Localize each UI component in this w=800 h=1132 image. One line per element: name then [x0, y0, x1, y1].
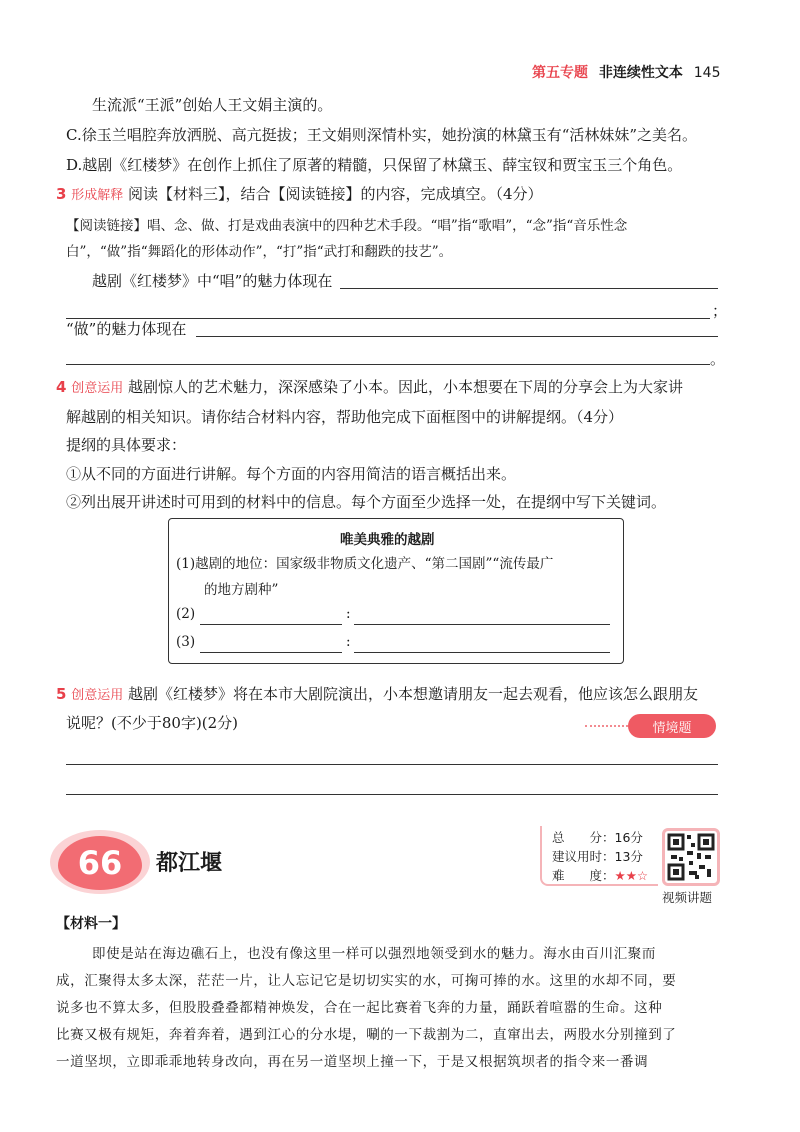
reading-link-line2: 白”，“做”指“舞蹈化的形体动作”，“打”指“武打和翻跌的技艺”。 [66, 244, 453, 260]
outline-answer-line[interactable] [200, 652, 342, 653]
section-label: 第五专题 [532, 65, 588, 81]
question-4 [56, 376, 683, 397]
question-number: 3 [56, 185, 67, 203]
fill-prompt-sing: 越剧《红楼梦》中“唱”的魅力体现在 [92, 272, 333, 290]
scenario-badge: 情境题 [628, 714, 716, 738]
total-score-value: 16分 [614, 830, 643, 845]
outline-title: 唯美典雅的越剧 [340, 532, 435, 548]
outline-answer-line[interactable] [354, 624, 610, 625]
question-text: 越剧惊人的艺术魅力，深深感染了小本。因此，小本想要在下周的分享会上为大家讲 [128, 378, 684, 396]
qr-code-pattern [665, 831, 717, 883]
total-score [552, 828, 643, 846]
question-3 [56, 183, 543, 204]
page-number: 145 [693, 65, 721, 81]
reading-link-line1: 【阅读链接】唱、念、做、打是戏曲表演中的四种艺术手段。“唱”指“歌唱”，“念”指“音乐性念 [66, 218, 628, 234]
question-tag: 形成解释 [71, 188, 124, 203]
lesson-title: 都江堰 [156, 851, 223, 876]
difficulty-label: 难 度： [552, 868, 615, 883]
period-mark: 。 [710, 350, 726, 368]
badge-connector [585, 725, 628, 727]
lesson-number-badge: 66 [58, 836, 142, 890]
answer-line[interactable] [66, 364, 710, 365]
semicolon-mark: ； [712, 302, 728, 320]
material-heading: 【材料一】 [56, 916, 126, 932]
difficulty-stars: ★★☆ [614, 868, 649, 883]
total-score-label: 总 分： [552, 830, 615, 845]
video-lecture-label[interactable]: 视频讲题 [662, 890, 713, 905]
option-d: D.越剧《红楼梦》在创作上抓住了原著的精髓，只保留了林黛玉、薛宝钗和贾宝玉三个角色。 [66, 156, 683, 174]
outline-item-1: (1)越剧的地位：国家级非物质文化遗产、“第二国剧”“流传最广 [176, 556, 554, 572]
question-text: 越剧《红楼梦》将在本市大剧院演出，小本想邀请朋友一起去观看，他应该怎么跟朋友 [128, 685, 699, 703]
suggested-time [552, 847, 643, 865]
requirement-2: ②列出展开讲述时可用到的材料中的信息。每个方面至少选择一处，在提纲中写下关键词。 [66, 493, 667, 511]
outline-item-2-label: (2) [176, 606, 196, 622]
outline-item-3-label: (3) [176, 634, 196, 650]
material-paragraph-line: 一道坚坝，立即乖乖地转身改向，再在另一道坚坝上撞一下，于是又根据筑坝者的指令来一番调 [56, 1054, 649, 1070]
running-header [532, 62, 720, 82]
option-c: C.徐玉兰唱腔奔放洒脱、高亢挺拔；王文娟则深情朴实，她扮演的林黛玉有“活林妹妹”之美名。 [66, 126, 698, 144]
answer-line[interactable] [66, 764, 718, 765]
outline-answer-line[interactable] [200, 624, 342, 625]
outline-colon: : [346, 606, 351, 622]
material-paragraph-line: 成，汇聚得太多太深，茫茫一片，让人忘记它是切切实实的水，可掬可捧的水。这里的水却不同，要 [56, 973, 677, 989]
question-5 [56, 683, 698, 704]
question-5-line2: 说呢？(不少于80字)(2分) [66, 714, 239, 732]
question-text: 阅读【材料三】，结合【阅读链接】的内容，完成填空。（4分） [128, 185, 543, 203]
material-paragraph-line: 即使是站在海边礁石上，也没有像这里一样可以强烈地领受到水的魅力。海水由百川汇聚而 [92, 946, 656, 962]
question-tag: 创意运用 [71, 381, 124, 396]
outline-answer-line[interactable] [354, 652, 610, 653]
qr-code-icon[interactable] [662, 828, 720, 886]
requirement-1: ①从不同的方面进行讲解。每个方面的内容用简洁的语言概括出来。 [66, 465, 517, 483]
question-number: 4 [56, 378, 67, 396]
continued-line: 生流派“王派”创始人王文娟主演的。 [92, 96, 333, 114]
suggested-time-value: 13分 [614, 849, 643, 864]
answer-line[interactable] [196, 336, 718, 337]
fill-prompt-act: “做”的魅力体现在 [66, 320, 187, 338]
requirements-title: 提纲的具体要求： [66, 436, 187, 454]
material-paragraph-line: 比赛又极有规矩，奔着奔着，遇到江心的分水堤，唰的一下裁割为二，直窜出去，两股水分别撞到了 [56, 1027, 677, 1043]
question-number: 5 [56, 685, 67, 703]
outline-colon: : [346, 634, 351, 650]
difficulty [552, 866, 648, 884]
answer-line[interactable] [340, 288, 718, 289]
topic-label: 非连续性文本 [598, 65, 683, 81]
question-4-line2: 解越剧的相关知识。请你结合材料内容，帮助他完成下面框图中的讲解提纲。（4分） [66, 408, 624, 426]
question-tag: 创意运用 [71, 688, 124, 703]
material-paragraph-line: 说多也不算太多，但股股叠叠都精神焕发，合在一起比赛着飞奔的力量，踊跃着喧嚣的生命。这种 [56, 1000, 663, 1016]
outline-item-1-cont: 的地方剧种” [204, 582, 279, 598]
suggested-time-label: 建议用时： [552, 849, 615, 864]
answer-line[interactable] [66, 794, 718, 795]
